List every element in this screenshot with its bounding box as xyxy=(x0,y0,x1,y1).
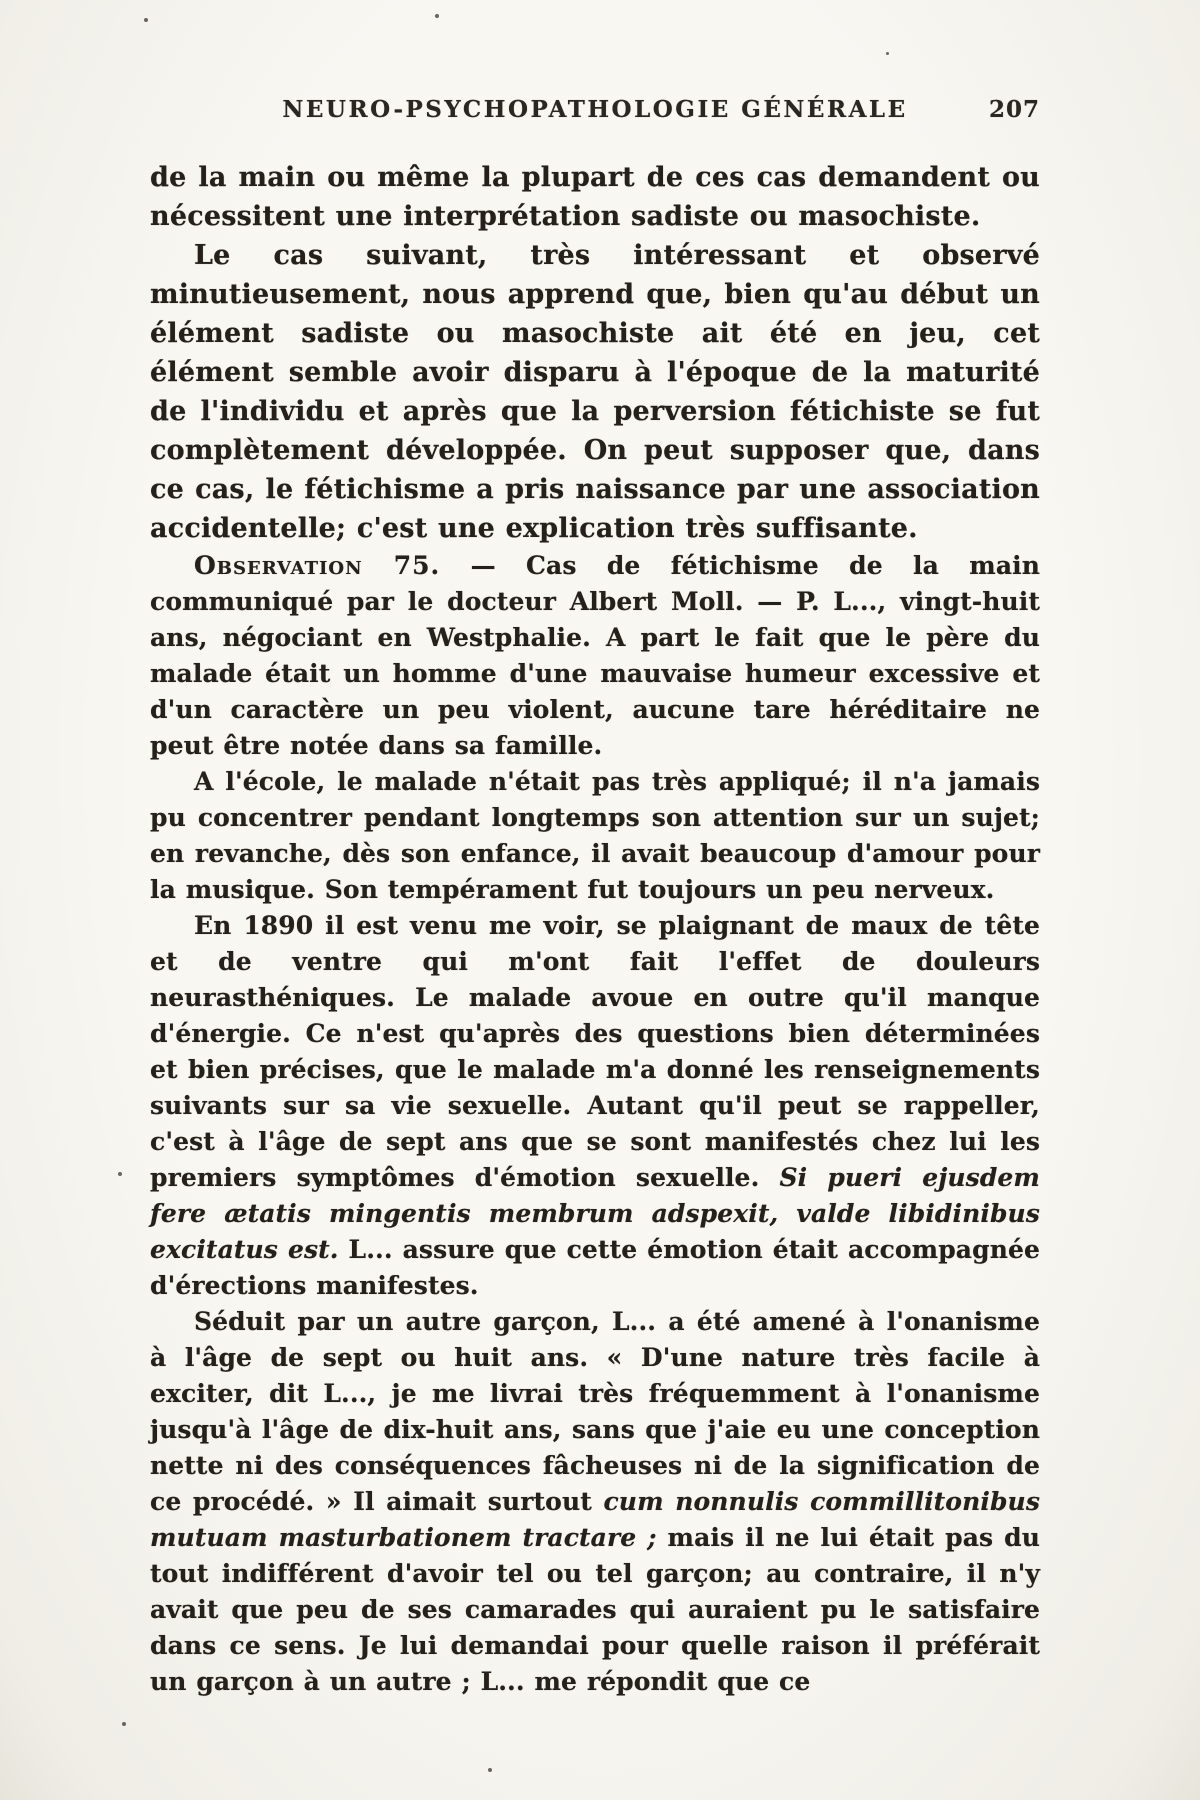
paragraph-observation xyxy=(150,908,1040,1304)
paragraph-observation xyxy=(150,764,1040,908)
text-block xyxy=(150,158,1040,1700)
scan-speck xyxy=(122,1722,126,1726)
page-number: 207 xyxy=(988,96,1040,123)
paragraph-observation xyxy=(150,548,1040,764)
scan-speck xyxy=(886,52,889,55)
text-segment: Le cas suivant, très intéressant et observé minutieusement, nous apprend que, bien qu'au début un élément sadiste ou masochiste ait été en jeu, cet élément semble avoir disparu à l'époque de la maturité de l'individu et après que la perversion fétichiste se fut complètement développée. On peut supposer que, dans ce cas, le fétichisme a pris naissance par une association accidentelle; c'est une explication très suffisante. xyxy=(150,240,1040,544)
paragraph-continuation xyxy=(150,158,1040,236)
text-segment: Séduit par un autre garçon, L... a été amené à l'onanisme à l'âge de sept ou huit ans. « D'une nature très facile à exciter, dit L..., je me livrai très fréquemment à l'onanisme jusqu'à l'âge de dix-huit ans, sans que j'aie eu une conception nette ni des conséquences fâcheuses ni de la signification de ce procédé. » Il aimait surtout xyxy=(150,1307,1040,1516)
scan-speck xyxy=(488,1768,492,1772)
text-segment: de la main ou même la plupart de ces cas demandent ou nécessitent une interprétation sadiste ou masochiste. xyxy=(150,162,1040,232)
running-title: NEURO-PSYCHOPATHOLOGIE GÉNÉRALE xyxy=(282,96,908,123)
page-header xyxy=(150,96,1040,123)
scan-speck xyxy=(435,14,439,18)
text-segment: mais il ne lui était pas du tout indifférent d'avoir tel ou tel garçon; au contraire, il n'y avait que peu de ses camarades qui auraient pu le satisfaire dans ce sens. Je lui demandai pour quelle raison il préférait un garçon à un autre ; L... me répondit que ce xyxy=(150,1523,1041,1696)
text-segment: En 1890 il est venu me voir, se plaignant de maux de tête et de ventre qui m'ont fait l'effet de douleurs neurasthéniques. Le malade avoue en outre qu'il manque d'énergie. Ce n'est qu'après des questions bien déterminées et bien précises, que le malade m'a donné les renseignements suivants sur sa vie sexuelle. Autant qu'il peut se rappeller, c'est à l'âge de sept ans que se sont manifestés chez lui les premiers symptômes d'émotion sexuelle. xyxy=(150,911,1040,1192)
observation-label: Observation 75. xyxy=(194,551,441,580)
text-segment: A l'école, le malade n'était pas très appliqué; il n'a jamais pu concentrer pendant longtemps son attention sur un sujet; en revanche, dès son enfance, il avait beaucoup d'amour pour la musique. Son tempérament fut toujours un peu nerveux. xyxy=(150,767,1040,904)
text-segment: L... assure que cette émotion était accompagnée d'érections manifestes. xyxy=(150,1235,1040,1300)
text-segment: — Cas de fétichisme de la main communiqué par le docteur Albert Moll. — P. L..., vingt-huit ans, négociant en Westphalie. A part le fait que le père du malade était un homme d'une mauvaise humeur excessive et d'un caractère un peu violent, aucune tare héréditaire ne peut être notée dans sa famille. xyxy=(150,551,1040,760)
paragraph xyxy=(150,236,1040,548)
scan-speck xyxy=(144,18,148,22)
latin-phrase: cum nonnulis commillitonibus mutuam masturbationem tractare ; xyxy=(150,1487,1040,1552)
latin-phrase: Si pueri ejusdem fere ætatis mingentis membrum adspexit, valde libidinibus excitatus est. xyxy=(150,1163,1040,1264)
paragraph-observation xyxy=(150,1304,1040,1700)
scan-speck xyxy=(118,1172,122,1176)
